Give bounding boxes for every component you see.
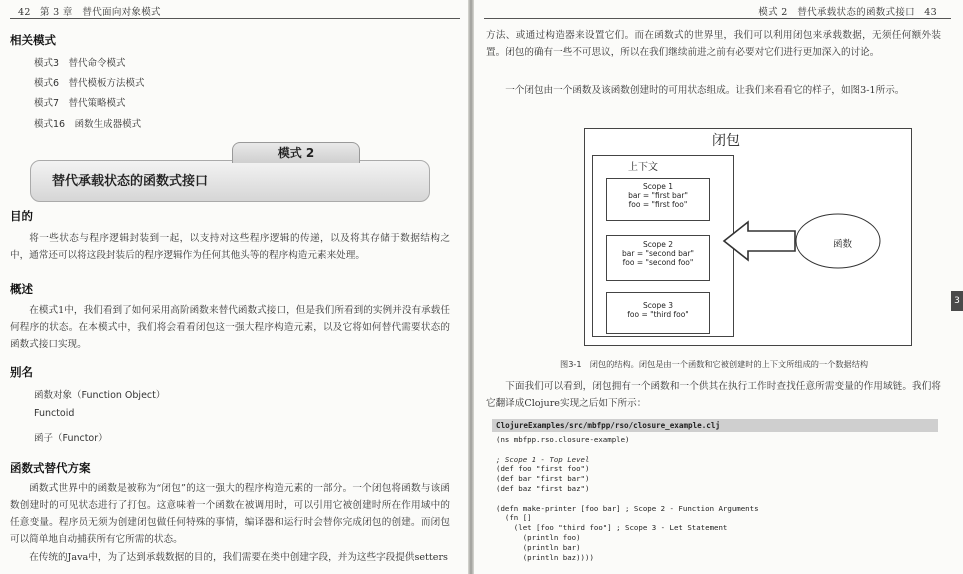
alias-item: 函数对象（Function Object）: [34, 390, 166, 401]
scope-name: Scope 2: [642, 240, 673, 249]
alias-item: Functoid: [34, 408, 75, 419]
related-pattern-item: 模式7 替代策略模式: [34, 98, 126, 109]
scope-pointer-arrow: [724, 222, 795, 260]
scope-binding: bar = "second bar": [622, 249, 694, 258]
functional-alternative-para-1: 函数式世界中的函数是被称为“闭包”的这一强大的程序构造元素的一部分。一个闭包将函数与该函数创建时的可见状态进行了打包。这意味着一个函数在被调用时，可以引用它被创建时所在作用域中的任意变量。程序员无须为创建闭包做任何特殊的事情，编译器和运行时会替你完成闭包的创建。而闭包可以简单地自动捕获所有它所需的状态。: [10, 483, 450, 545]
functional-alternative-heading: 函数式替代方案: [10, 461, 91, 475]
chapter-title: 第 3 章 替代面向对象模式: [40, 7, 161, 18]
overview-text: 在模式1中，我们看到了如何采用高阶函数来替代函数式接口，但是我们所看到的实例并没有承载任何程序的状态。在本模式中，我们将会看看闭包这一强大程序构造元素，以及它将如何替代需要状态的函数式接口实现。: [10, 305, 450, 350]
scope-binding: foo = "second foo": [622, 258, 694, 267]
related-pattern-item: 模式16 函数生成器模式: [34, 119, 142, 130]
context-title: 上下文: [628, 162, 658, 173]
figure-caption: 图3-1 闭包的结构。闭包是由一个函数和它被创建时的上下文所组成的一个数据结构: [560, 359, 869, 369]
alias-item: 函子（Functor）: [34, 433, 108, 444]
function-label: 函数: [833, 239, 853, 250]
code-line: (println foo): [496, 532, 581, 542]
scope-binding: foo = "third foo": [627, 310, 689, 319]
pattern-tab: 模式 2: [232, 142, 360, 163]
code-line: [492, 445, 938, 455]
related-pattern-item: 模式3 替代命令模式: [34, 58, 126, 69]
right-para-2: 一个闭包由一个函数及该函数创建时的可用状态组成。让我们来看看它的样子，如图3-1所示。: [505, 85, 905, 96]
functional-alternative-para-2: 在传统的Java中，为了达到承载数据的目的，我们需要在类中创建字段，并为这些字段提供setters: [29, 552, 448, 563]
overview-heading: 概述: [10, 282, 33, 296]
scope-binding: bar = "first bar": [628, 191, 688, 200]
code-line: ; Scope 1 - Top Level: [496, 454, 590, 464]
code-file-path: ClojureExamples/src/mbfpp/rso/closure_example.clj: [492, 419, 938, 432]
code-line: (println bar): [496, 542, 581, 552]
related-patterns-heading: 相关模式: [10, 33, 56, 47]
scope-binding: foo = "first foo": [628, 200, 688, 209]
code-listing: [492, 419, 938, 574]
closure-diagram-title: 闭包: [712, 133, 740, 149]
purpose-heading: 目的: [10, 209, 33, 223]
right-para-3: 下面我们可以看到，闭包拥有一个函数和一个供其在执行工作时查找任意所需变量的作用域链。我们将它翻译成Clojure实现之后如下所示：: [486, 381, 941, 409]
code-line: (def foo "first foo"): [496, 464, 590, 474]
chapter-thumb-tab: 3: [951, 291, 963, 311]
code-line: (def baz "first baz"): [496, 483, 590, 493]
related-pattern-item: 模式6 替代模板方法模式: [34, 78, 145, 89]
pattern-title: 替代承载状态的函数式接口: [52, 174, 209, 189]
right-para-1: 方法、或通过构造器来设置它们。而在函数式的世界里，我们可以利用闭包来承载数据，无须任何额外装置。闭包的确有一些不可思议，所以在我们继续前进之前有必要对它们进行更加深入的讨论。: [486, 30, 941, 58]
code-line: (defn make-printer [foo bar] ; Scope 2 - Function Arguments: [496, 503, 759, 513]
code-line: (fn []: [496, 513, 532, 523]
code-line: (ns mbfpp.rso.closure-example): [496, 435, 630, 444]
code-line: (def bar "first bar"): [496, 474, 590, 484]
scope-name: Scope 1: [642, 182, 673, 191]
scope-name: Scope 3: [642, 301, 673, 310]
code-line: (println baz)))): [496, 552, 594, 562]
purpose-text: 将一些状态与程序逻辑封装到一起，以支持对这些程序逻辑的传递，以及将其存储于数据结构之中，通常还可以将这段封装后的程序逻辑作为任何其他头等的程序构造元素来处理。: [10, 233, 450, 261]
page-number-right: 43: [924, 7, 937, 18]
alias-heading: 别名: [10, 365, 33, 379]
code-line: (let [foo "third foo"] ; Scope 3 - Let Statement: [496, 523, 728, 533]
section-title: 模式 2 替代承载状态的函数式接口: [758, 7, 915, 18]
page-number-left: 42: [18, 7, 31, 18]
code-line: [492, 494, 938, 504]
